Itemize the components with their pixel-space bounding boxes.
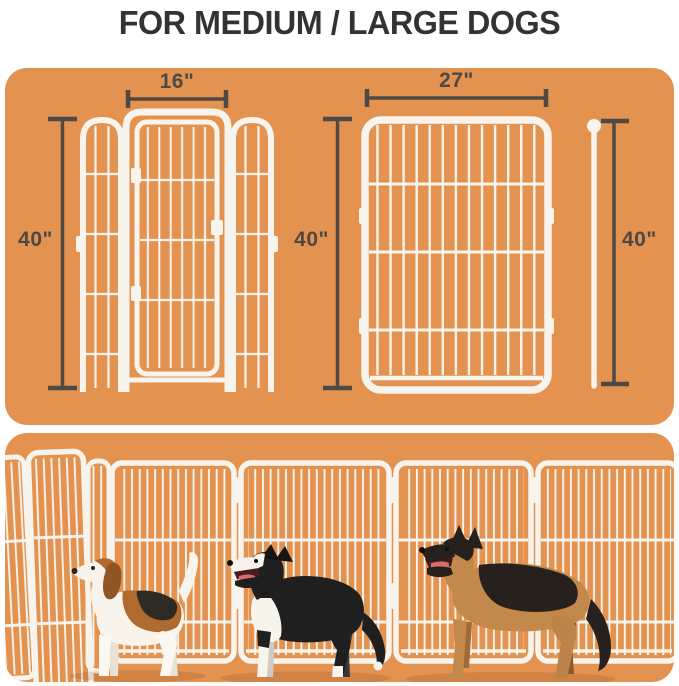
border-collie-illustration bbox=[213, 536, 398, 680]
beagle-illustration bbox=[63, 543, 213, 679]
gate-height-dimension bbox=[48, 117, 77, 390]
gate-width-label: 16" bbox=[159, 70, 195, 93]
gate-panel-diagram bbox=[76, 112, 278, 392]
scene-panel bbox=[5, 433, 674, 682]
gate-height-label: 40" bbox=[18, 228, 53, 251]
rod-height-label: 40" bbox=[622, 228, 657, 251]
connecting-rod-diagram bbox=[587, 119, 601, 386]
panel-width-label: 27" bbox=[439, 69, 474, 92]
panel-height-dimension bbox=[323, 117, 352, 390]
dimension-diagrams-graphic bbox=[5, 68, 674, 425]
wide-panel-diagram bbox=[359, 120, 554, 390]
rod-height-dimension bbox=[601, 119, 629, 386]
german-shepherd-illustration bbox=[395, 521, 630, 681]
page-title: FOR MEDIUM / LARGE DOGS bbox=[118, 4, 561, 41]
dimensions-panel bbox=[5, 68, 674, 425]
panel-height-label: 40" bbox=[294, 228, 329, 251]
